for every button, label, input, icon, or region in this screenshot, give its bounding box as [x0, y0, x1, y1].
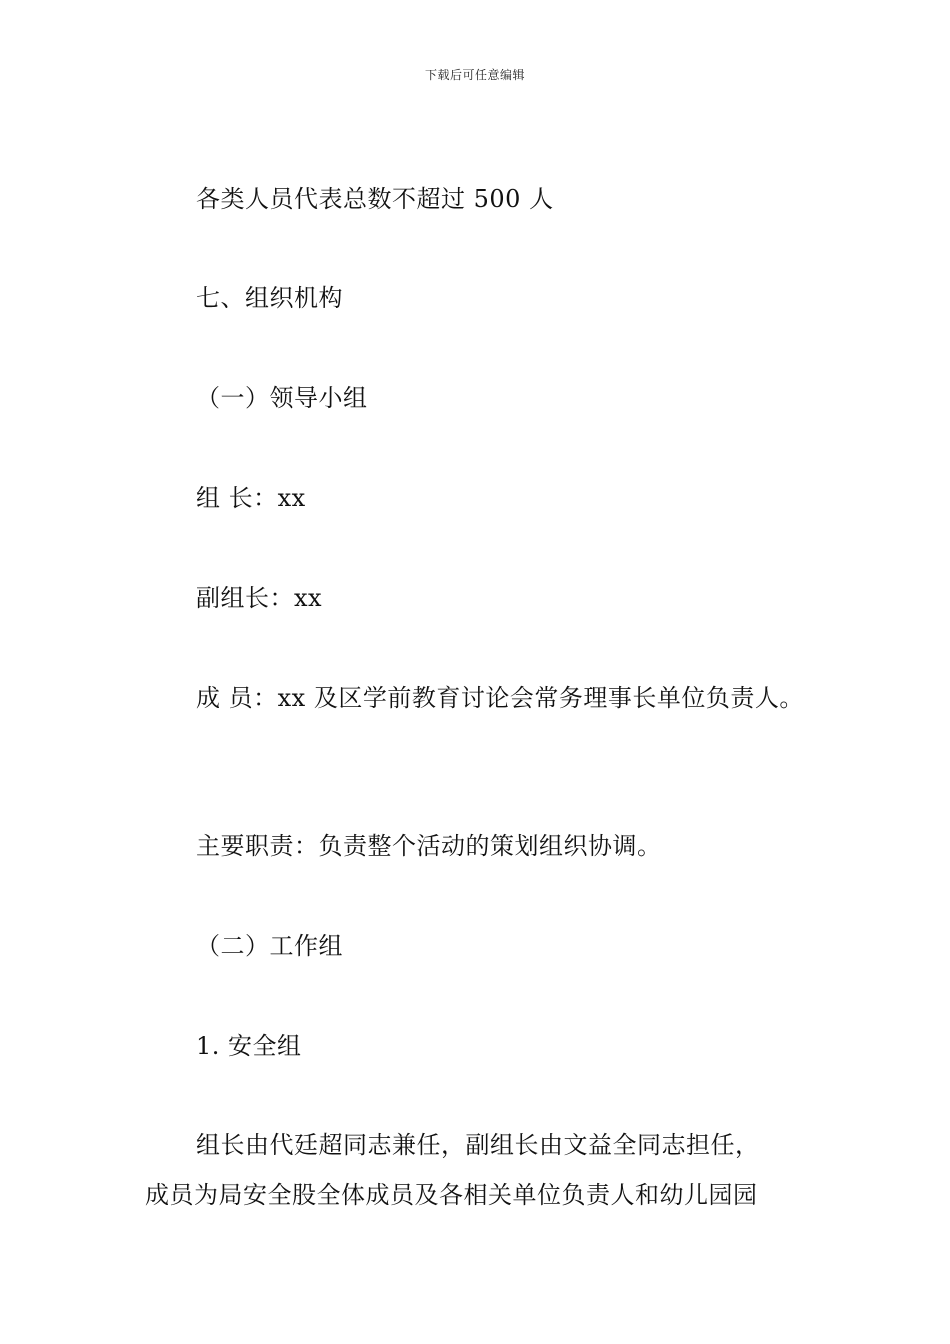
subsection-heading-leadership-group: （一）领导小组 — [196, 384, 368, 412]
paragraph-representatives-total: 各类人员代表总数不超过 500 人 — [196, 185, 554, 213]
paragraph-safety-group-line-2: 成员为局安全股全体成员及各相关单位负责人和幼儿园园 — [145, 1181, 758, 1209]
paragraph-members: 成 员：xx 及区学前教育讨论会常务理事长单位负责人。 — [196, 684, 804, 712]
paragraph-deputy-leader: 副组长：xx — [196, 584, 323, 612]
page-header: 下载后可任意编辑 — [424, 68, 525, 82]
paragraph-safety-group-line-1: 组长由代廷超同志兼任，副组长由文益全同志担任， — [196, 1131, 760, 1159]
paragraph-group-leader: 组 长：xx — [196, 484, 306, 512]
subsection-heading-working-group: （二）工作组 — [196, 932, 343, 960]
item-heading-safety-group: 1. 安全组 — [196, 1032, 302, 1060]
section-heading-organization: 七、组织机构 — [196, 284, 343, 312]
paragraph-main-duties: 主要职责：负责整个活动的策划组织协调。 — [196, 832, 662, 860]
